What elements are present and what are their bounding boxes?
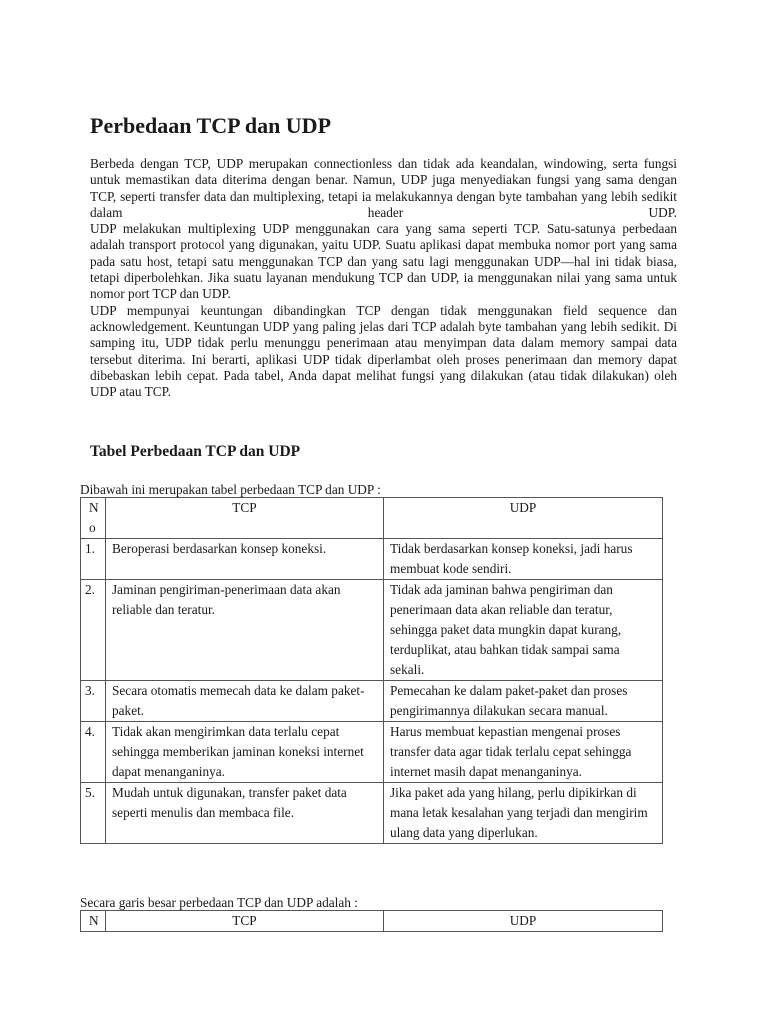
summary-table bbox=[80, 910, 663, 932]
row-no: 3. bbox=[81, 681, 106, 722]
table2-caption: Secara garis besar perbedaan TCP dan UDP adalah : bbox=[80, 895, 358, 910]
row-udp: Tidak ada jaminan bahwa pengiriman dan penerimaan data akan reliable dan teratur, sehingga paket data mungkin dapat kurang, terduplikat, atau bahkan tidak sampai sama sekali. bbox=[384, 580, 663, 681]
table-header-row bbox=[81, 498, 663, 539]
row-no: 4. bbox=[81, 722, 106, 783]
table-row bbox=[81, 681, 663, 722]
comparison-table bbox=[80, 497, 663, 844]
table-row bbox=[81, 580, 663, 681]
header-no: No bbox=[81, 498, 106, 539]
row-no: 5. bbox=[81, 783, 106, 844]
header-tcp: TCP bbox=[106, 498, 384, 539]
row-no: 2. bbox=[81, 580, 106, 681]
intro-text bbox=[90, 156, 677, 400]
intro-paragraph-3: UDP mempunyai keuntungan dibandingkan TCP dengan tidak menggunakan field sequence dan acknowledgement. Keuntungan UDP yang paling jelas dari TCP adalah byte tambahan yang lebih sedikit. Di samping itu, UDP tidak perlu menunggu penerimaan atau menyimpan data dalam memory sampai data tersebut diterima. Ini berarti, aplikasi UDP tidak diperlambat oleh proses penerimaan dan memory dapat dibebaskan lebih cepat. Pada tabel, Anda dapat melihat fungsi yang dilakukan (atau tidak dilakukan) oleh UDP atau TCP. bbox=[90, 302, 677, 400]
row-udp: Harus membuat kepastian mengenai proses transfer data agar tidak terlalu cepat sehingga internet masih dapat menanganinya. bbox=[384, 722, 663, 783]
row-no: 1. bbox=[81, 539, 106, 580]
row-tcp: Jaminan pengiriman-penerimaan data akan reliable dan teratur. bbox=[106, 580, 384, 681]
page-title: Perbedaan TCP dan UDP bbox=[90, 113, 332, 138]
table-row bbox=[81, 539, 663, 580]
header-udp: UDP bbox=[384, 498, 663, 539]
row-tcp: Tidak akan mengirimkan data terlalu cepat sehingga memberikan jaminan koneksi internet dapat menanganinya. bbox=[106, 722, 384, 783]
table-header-row bbox=[81, 911, 663, 932]
header-udp: UDP bbox=[384, 911, 663, 932]
row-udp: Tidak berdasarkan konsep koneksi, jadi harus membuat kode sendiri. bbox=[384, 539, 663, 580]
intro-paragraph-1: Berbeda dengan TCP, UDP merupakan connectionless dan tidak ada keandalan, windowing, serta fungsi untuk memastikan data diterima dengan benar. Namun, UDP juga menyediakan fungsi yang sama dengan TCP, seperti transfer data dan multiplexing, tetapi ia melakukannya dengan byte tambahan yang lebih sedikit dalam header UDP. bbox=[90, 156, 677, 220]
intro-paragraph-2: UDP melakukan multiplexing UDP menggunakan cara yang sama seperti TCP. Satu-satunya perbedaan adalah transport protocol yang digunakan, yaitu UDP. Suatu aplikasi dapat membuka nomor port yang sama pada satu host, tetapi satu menggunakan TCP dan yang satu lagi menggunakan UDP—hal ini tidak biasa, tetapi diperbolehkan. Jika suatu layanan mendukung TCP dan UDP, ia menggunakan nilai yang sama untuk nomor port TCP dan UDP. bbox=[90, 221, 677, 302]
row-tcp: Secara otomatis memecah data ke dalam paket-paket. bbox=[106, 681, 384, 722]
row-udp: Pemecahan ke dalam paket-paket dan proses pengirimannya dilakukan secara manual. bbox=[384, 681, 663, 722]
header-no: N bbox=[81, 911, 106, 932]
header-tcp: TCP bbox=[106, 911, 384, 932]
table1-caption: Dibawah ini merupakan tabel perbedaan TCP dan UDP : bbox=[80, 482, 381, 497]
row-tcp: Mudah untuk digunakan, transfer paket data seperti menulis dan membaca file. bbox=[106, 783, 384, 844]
table-row bbox=[81, 783, 663, 844]
section-title: Tabel Perbedaan TCP dan UDP bbox=[90, 443, 301, 460]
table-row bbox=[81, 722, 663, 783]
row-tcp: Beroperasi berdasarkan konsep koneksi. bbox=[106, 539, 384, 580]
row-udp: Jika paket ada yang hilang, perlu dipikirkan di mana letak kesalahan yang terjadi dan mengirim ulang data yang diperlukan. bbox=[384, 783, 663, 844]
